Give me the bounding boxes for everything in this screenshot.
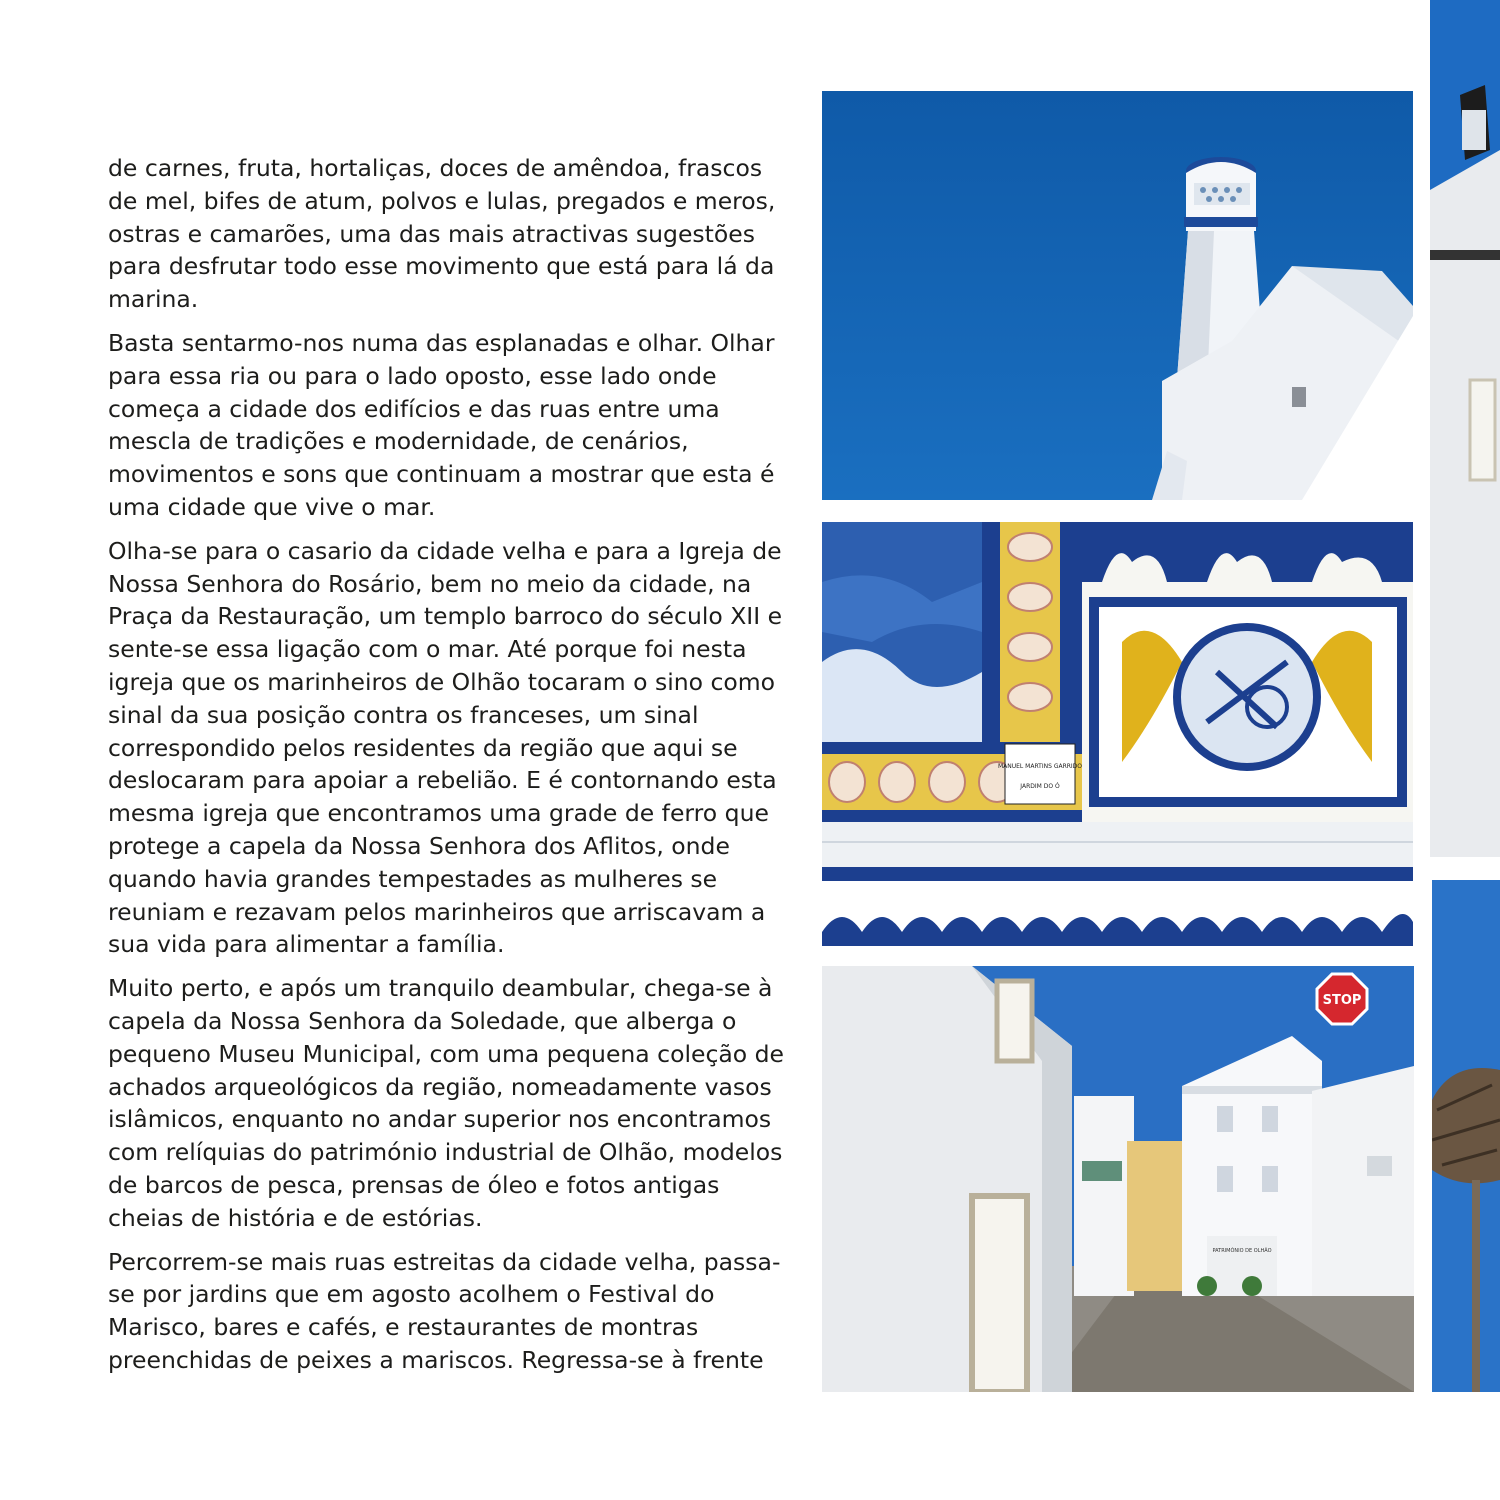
lamp-building-photo [1430, 0, 1500, 857]
paragraph-1: de carnes, fruta, hortaliças, doces de amêndoa, frascos de mel, bifes de atum, polvos e lulas, pregados e meros, ostras e camarões, uma das mais atractivas sugestões para desfrutar todo esse movimento que está para lá da marina. [108, 154, 776, 314]
plaque-line-1: MANUEL MARTINS GARRIDO [997, 763, 1083, 770]
paragraph-3: Olha-se para o casario da cidade velha e para a Igreja de Nossa Senhora do Rosário, bem no meio da cidade, na Praça da Restauração, um templo barroco do século XII e sente-se essa ligação com o mar. Até porque foi nesta igreja que os marinheiros de Olhão tocaram o sino como sinal da sua posição contra os franceses, um sinal correspondido pelos residentes da região que aqui se deslocaram para apoiar a rebelião. E é contornando esta mesma igreja que encontramos uma grade de ferro que protege a capela da Nossa Senhora dos Aflitos, onde quando havia grandes tempestades as mulheres se reuniam e rezavam pelos marinheiros que arriscavam a sua vida para alimentar a família. [108, 536, 783, 959]
article-text [108, 152, 788, 1388]
paragraph-2: Basta sentarmo-nos numa das esplanadas e olhar. Olhar para essa ria ou para o lado oposto, esse lado onde começa a cidade dos edifícios e das ruas entre uma mescla de tradições e modernidade, de cenários, movimentos e sons que continuam a mostrar que esta é uma cidade que vive o mar. [108, 328, 775, 521]
shop-sign: PATRIMÓNIO DE OLHÃO [1212, 1248, 1272, 1254]
azulejo-tiles-photo [822, 522, 1413, 946]
stork-nest-photo [1432, 880, 1500, 1392]
paragraph-4: Muito perto, e após um tranquilo deambular, chega-se à capela da Nossa Senhora da Soledade, que alberga o pequeno Museu Municipal, com uma pequena coleção de achados arqueológicos da região, nomeadamente vasos islâmicos, enquanto no andar superior nos encontramos com relíquias do património industrial de Olhão, modelos de barcos de pesca, prensas de óleo e fotos antigas cheias de história e de estórias. [108, 974, 785, 1232]
plaque-line-2: JARDIM DO Ó [1020, 783, 1060, 790]
chimney-photo [822, 91, 1413, 500]
paragraph-5: Percorrem-se mais ruas estreitas da cidade velha, passa-se por jardins que em agosto acolhem o Festival do Marisco, bares e cafés, e restaurantes de montras preenchidas de peixes a mariscos. Regressa-se à frente [108, 1247, 781, 1374]
stop-sign: STOP [1322, 993, 1362, 1008]
street-photo [822, 966, 1414, 1392]
